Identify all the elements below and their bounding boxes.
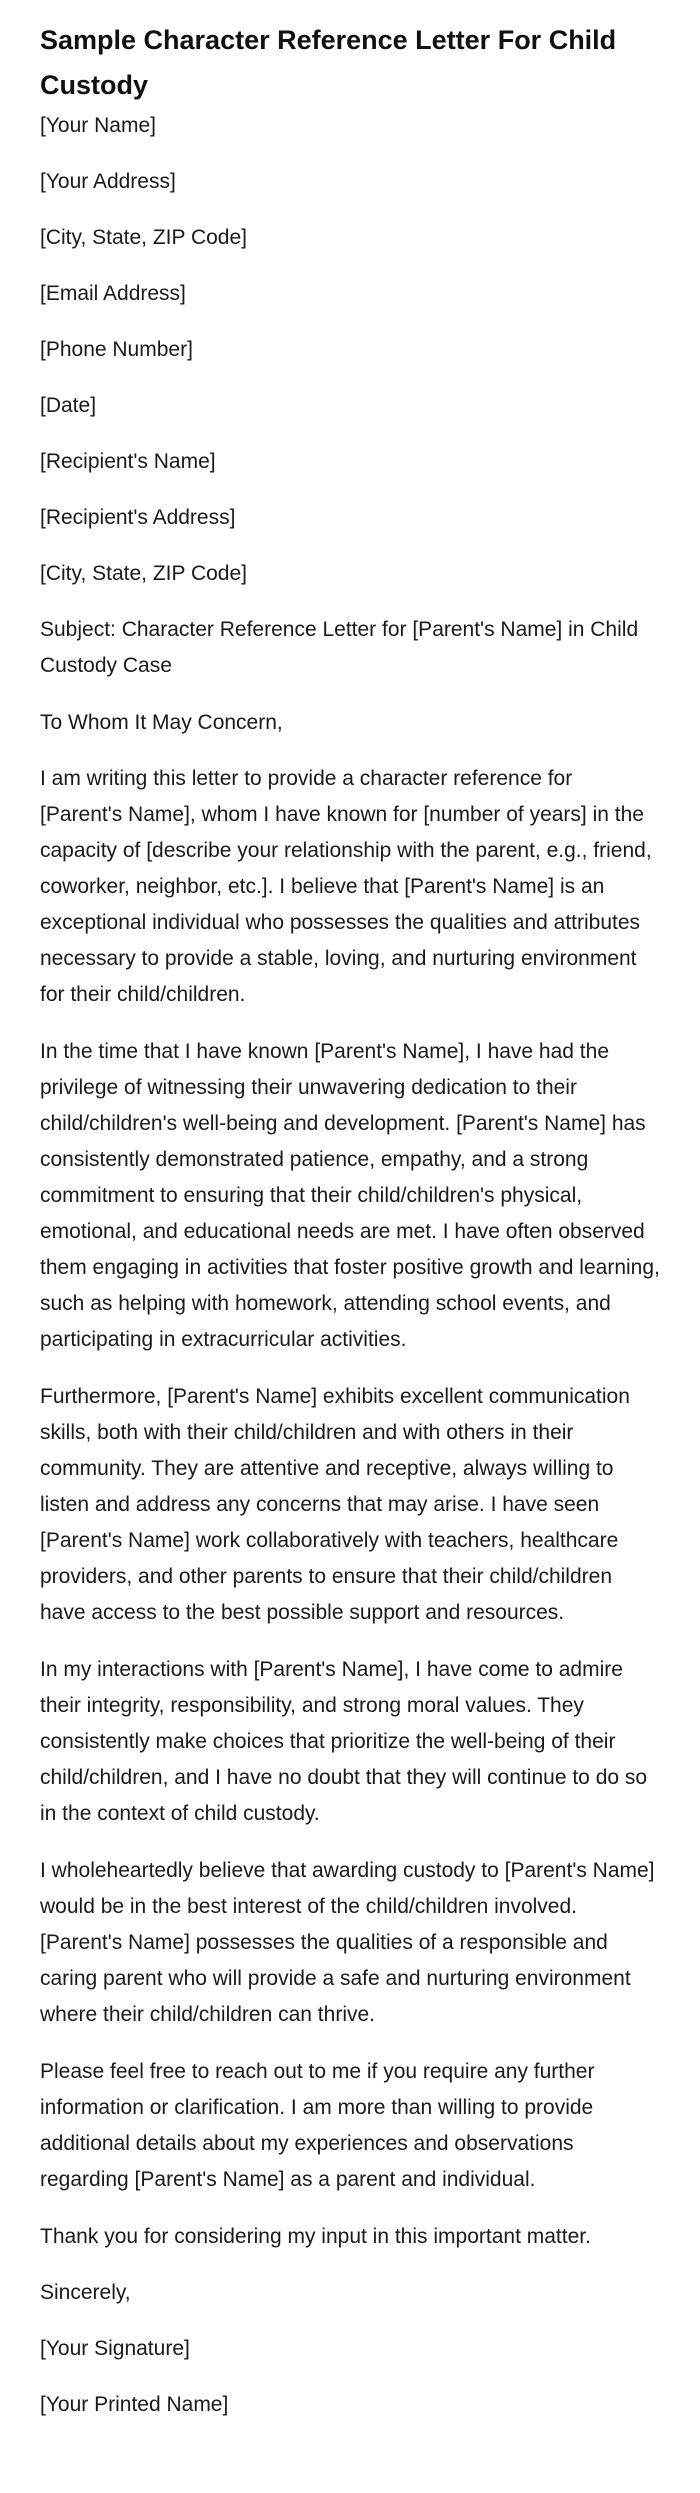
body-paragraph: Thank you for considering my input in this important matter.	[40, 2225, 591, 2248]
recipient-address: [Recipient's Address]	[40, 506, 236, 529]
sender-city: [City, State, ZIP Code]	[40, 226, 247, 249]
body-paragraph: I am writing this letter to provide a character reference for [Parent's Name], whom I have known for [number of years] in the capacity of [describe your relationship with the parent, e.g., friend, coworker, neighbor, etc.]. I believe that [Parent's Name] is an exceptional individual who possesses the qualities and attributes necessary to provide a stable, loving, and nurturing environment for their child/children.	[40, 767, 652, 1006]
body-paragraph: In my interactions with [Parent's Name], I have come to admire their integrity, responsibility, and strong moral values. They consistently make choices that prioritize the well-being of their child/children, and I have no doubt that they will continue to do so in the context of child custody.	[40, 1658, 648, 1825]
body-paragraph: I wholeheartedly believe that awarding custody to [Parent's Name] would be in the best interest of the child/children involved. [Parent's Name] possesses the qualities of a responsible and caring parent who will provide a safe and nurturing environment where their child/children can thrive.	[40, 1859, 655, 2026]
letter-title: Sample Character Reference Letter For Child Custody	[40, 25, 617, 100]
printed-name: [Your Printed Name]	[40, 2393, 229, 2416]
sender-address: [Your Address]	[40, 170, 176, 193]
body-paragraph: Please feel free to reach out to me if you require any further information or clarification. I am more than willing to provide additional details about my experiences and observations regarding [Parent's Name] as a parent and individual.	[40, 2060, 595, 2191]
salutation: To Whom It May Concern,	[40, 711, 283, 734]
letter-subject: Subject: Character Reference Letter for [Parent's Name] in Child Custody Case	[40, 618, 639, 677]
body-paragraph: Furthermore, [Parent's Name] exhibits excellent communication skills, both with their child/children and with others in their community. They are attentive and receptive, always willing to listen and address any concerns that may arise. I have seen [Parent's Name] work collaboratively with teachers, healthcare providers, and other parents to ensure that their child/children have access to the best possible support and resources.	[40, 1385, 630, 1624]
signature: [Your Signature]	[40, 2337, 190, 2360]
letter-date: [Date]	[40, 394, 97, 417]
sender-email: [Email Address]	[40, 282, 186, 305]
body-paragraph: In the time that I have known [Parent's Name], I have had the privilege of witnessing their unwavering dedication to their child/children's well-being and development. [Parent's Name] has consistently demonstrated patience, empathy, and a strong commitment to ensuring that their child/children's physical, emotional, and educational needs are met. I have often observed them engaging in activities that foster positive growth and learning, such as helping with homework, attending school events, and participating in extracurricular activities.	[40, 1040, 660, 1351]
recipient-city: [City, State, ZIP Code]	[40, 562, 247, 585]
recipient-name: [Recipient's Name]	[40, 450, 216, 473]
sender-name: [Your Name]	[40, 114, 156, 137]
closing: Sincerely,	[40, 2281, 131, 2304]
sender-phone: [Phone Number]	[40, 338, 193, 361]
